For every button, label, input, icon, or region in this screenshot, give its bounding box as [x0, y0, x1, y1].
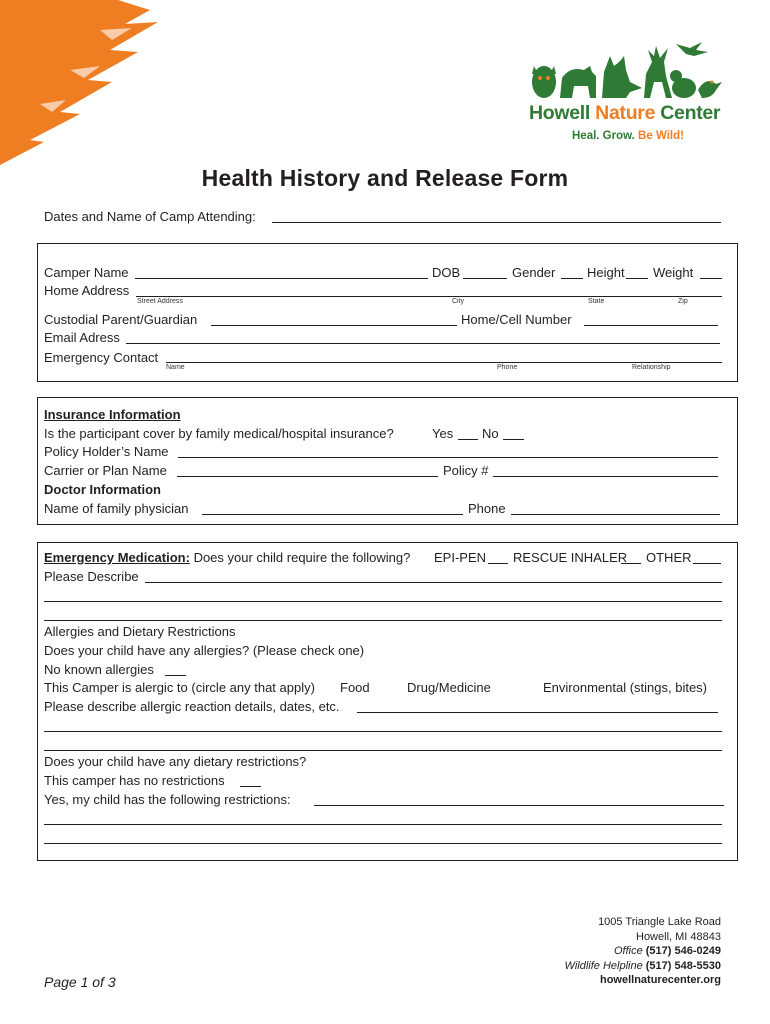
please-describe-label: Please Describe	[44, 569, 139, 584]
carrier-label: Carrier or Plan Name	[44, 463, 167, 478]
epi-pen-field[interactable]	[488, 563, 508, 564]
camp-label: Dates and Name of Camp Attending:	[44, 209, 256, 224]
home-cell-label: Home/Cell Number	[461, 312, 572, 327]
insurance-question: Is the participant cover by family medical/hospital insurance?	[44, 426, 394, 441]
insurance-yes-label: Yes	[432, 426, 454, 441]
dob-label: DOB	[432, 265, 461, 280]
city-caption: City	[452, 298, 465, 305]
address-line-2: Howell, MI 48843	[636, 930, 721, 943]
camper-name-field[interactable]	[135, 278, 428, 279]
reaction-field-3[interactable]	[44, 750, 722, 751]
physician-phone-field[interactable]	[511, 514, 720, 515]
insurance-no-label: No	[482, 426, 499, 441]
other-field[interactable]	[693, 563, 721, 564]
emergency-contact-label: Emergency Contact	[44, 350, 159, 365]
rescue-inhaler-field[interactable]	[621, 563, 641, 564]
physician-field[interactable]	[202, 514, 463, 515]
medication-line	[44, 550, 410, 566]
dietary-question: Does your child have any dietary restrictions?	[44, 754, 307, 769]
allergies-heading: Allergies and Dietary Restrictions	[44, 624, 236, 639]
animal-silhouettes-icon	[526, 36, 722, 102]
home-address-label: Home Address	[44, 283, 130, 298]
no-known-allergies-label: No known allergies	[44, 662, 154, 677]
weight-label: Weight	[653, 265, 694, 280]
policy-number-field[interactable]	[493, 476, 718, 477]
restrictions-field-3[interactable]	[44, 843, 722, 844]
ec-name-caption: Name	[166, 364, 185, 371]
email-label: Email Adress	[44, 330, 120, 345]
contact-block	[461, 915, 721, 988]
ec-relationship-caption: Relationship	[632, 364, 671, 371]
camp-field[interactable]	[272, 222, 721, 223]
policy-holder-field[interactable]	[178, 457, 718, 458]
restrictions-field-2[interactable]	[44, 824, 722, 825]
physician-phone-label: Phone	[468, 501, 506, 516]
email-field[interactable]	[126, 343, 720, 344]
gender-field[interactable]	[561, 278, 583, 279]
other-label: OTHER	[646, 550, 692, 565]
office-phone-line: Office (517) 546-0249	[613, 945, 721, 957]
environmental-option[interactable]: Environmental (stings, bites)	[543, 680, 708, 695]
no-restrictions-field[interactable]	[240, 786, 261, 787]
website-link[interactable]: howellnaturecenter.org	[599, 974, 721, 986]
page-number: Page 1 of 3	[44, 974, 116, 990]
reaction-field-1[interactable]	[357, 712, 718, 713]
emergency-contact-field[interactable]	[166, 362, 722, 363]
height-field[interactable]	[626, 278, 648, 279]
describe-field-1[interactable]	[145, 582, 722, 583]
medication-heading: Emergency Medication:	[44, 550, 190, 565]
home-cell-field[interactable]	[584, 325, 718, 326]
guardian-field[interactable]	[211, 325, 457, 326]
insurance-no-field[interactable]	[503, 439, 524, 440]
orange-brush-decoration	[0, 0, 170, 170]
describe-field-3[interactable]	[44, 620, 722, 621]
policy-number-label: Policy #	[443, 463, 489, 478]
no-known-allergies-field[interactable]	[165, 675, 186, 676]
doctor-heading: Doctor Information	[44, 482, 161, 497]
allergy-question: Does your child have any allergies? (Please check one)	[44, 643, 365, 658]
reaction-details-label: Please describe allergic reaction details, dates, etc.	[44, 699, 340, 714]
medication-question: Does your child require the following?	[193, 550, 411, 565]
height-label: Height	[587, 265, 625, 280]
logo-wordmark: Howell Nature Center	[529, 102, 721, 124]
wildlife-phone-line: Wildlife Helpline (517) 548-5530	[564, 959, 721, 972]
epi-pen-label: EPI-PEN	[434, 550, 487, 565]
address-line-1: 1005 Triangle Lake Road	[598, 916, 721, 928]
logo-tagline: Heal. Grow. Be Wild!	[572, 130, 684, 142]
weight-field[interactable]	[700, 278, 722, 279]
guardian-label: Custodial Parent/Guardian	[44, 312, 198, 327]
ec-phone-caption: Phone	[497, 364, 518, 371]
food-option[interactable]: Food	[340, 680, 370, 695]
describe-field-2[interactable]	[44, 601, 722, 602]
reaction-field-2[interactable]	[44, 731, 722, 732]
camper-name-label: Camper Name	[44, 265, 129, 280]
policy-holder-label: Policy Holder’s Name	[44, 444, 169, 459]
gender-label: Gender	[512, 265, 556, 280]
dob-field[interactable]	[463, 278, 507, 279]
insurance-heading: Insurance Information	[44, 407, 181, 422]
rescue-inhaler-label: RESCUE INHALER	[513, 550, 628, 565]
insurance-yes-field[interactable]	[458, 439, 478, 440]
logo	[526, 36, 726, 148]
zip-caption: Zip	[678, 298, 688, 305]
physician-label: Name of family physician	[44, 501, 189, 516]
home-address-field[interactable]	[136, 296, 722, 297]
allergic-to-label: This Camper is alergic to (circle any that apply)	[44, 680, 315, 695]
street-address-caption: Street Address	[137, 298, 183, 305]
no-restrictions-label: This camper has no restrictions	[44, 773, 225, 788]
carrier-field[interactable]	[177, 476, 438, 477]
state-caption: State	[588, 298, 605, 305]
page-title: Health History and Release Form	[201, 165, 569, 191]
has-restrictions-label: Yes, my child has the following restrictions:	[44, 792, 291, 807]
restrictions-field-1[interactable]	[314, 805, 724, 806]
drug-option[interactable]: Drug/Medicine	[407, 680, 491, 695]
